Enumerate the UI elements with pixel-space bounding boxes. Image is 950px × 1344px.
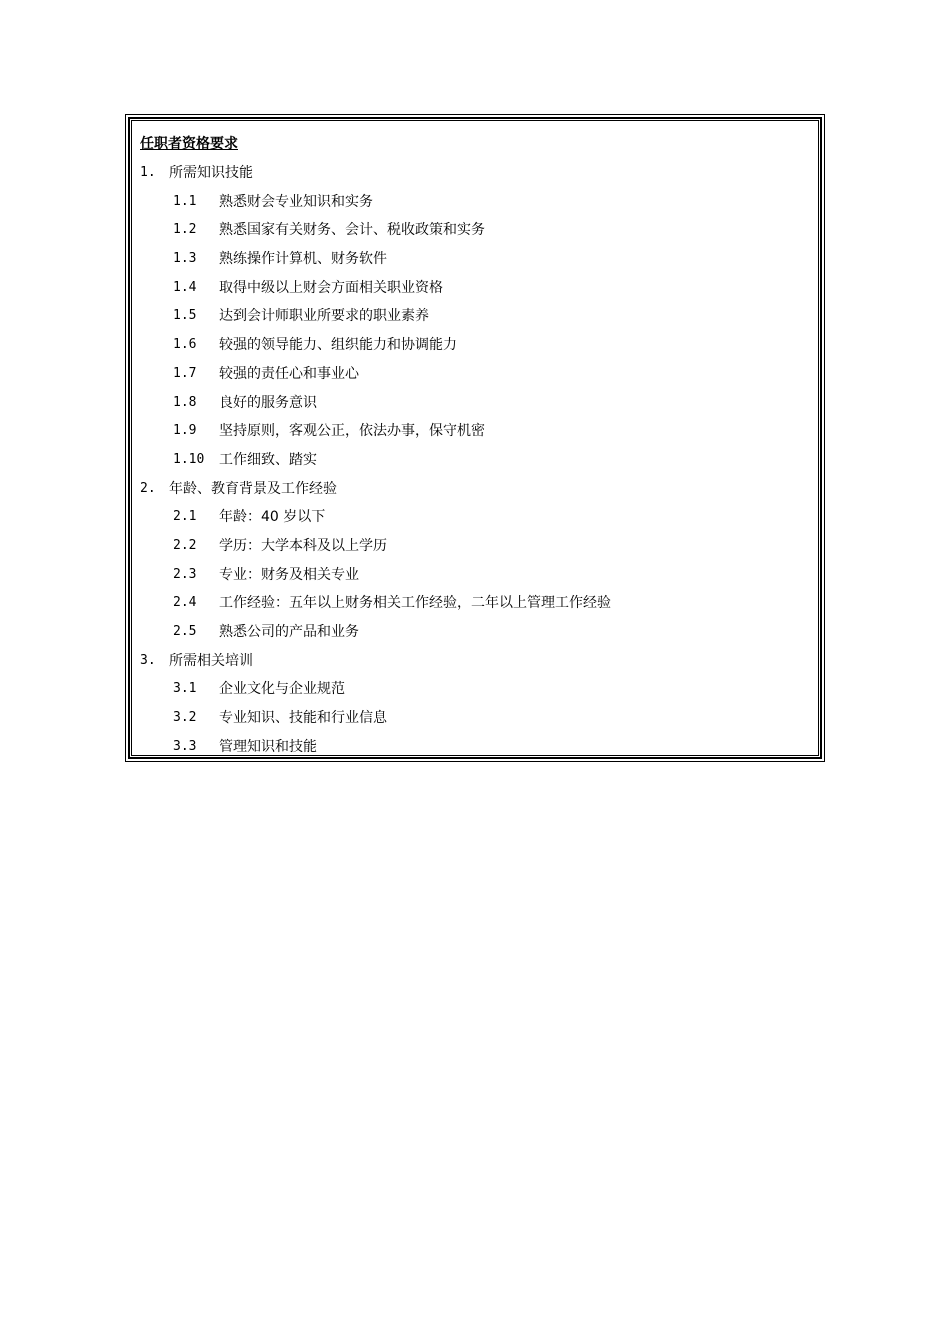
item-text: 良好的服务意识: [219, 394, 317, 411]
item-number: 3.1: [173, 681, 197, 697]
item-number: 1.2: [173, 222, 197, 238]
item-text: 较强的责任心和事业心: [219, 365, 359, 382]
group-heading: [140, 647, 810, 676]
group-number: 1.: [140, 165, 156, 180]
list-item: [140, 675, 810, 704]
list-item: [140, 704, 810, 733]
item-number: 2.5: [173, 624, 197, 639]
group-heading: [140, 475, 810, 504]
item-text: 年龄：40 岁以下: [219, 509, 326, 526]
item-text: 学历：大学本科及以上学历: [219, 537, 387, 554]
list-item: [140, 589, 810, 618]
item-text: 坚持原则，客观公正，依法办事，保守机密: [219, 423, 485, 440]
list-item: [140, 733, 810, 762]
list-item: [140, 331, 810, 360]
list-item: [140, 618, 810, 647]
list-item: [140, 360, 810, 389]
group-number: 3.: [140, 652, 156, 668]
list-item: [140, 302, 810, 331]
item-number: 3.3: [173, 738, 197, 754]
item-text: 较强的领导能力、组织能力和协调能力: [219, 337, 457, 354]
item-text: 专业知识、技能和行业信息: [219, 710, 387, 727]
item-number: 3.2: [173, 710, 197, 726]
item-number: 1.8: [173, 394, 197, 410]
item-number: 2.1: [173, 509, 197, 525]
item-text: 工作细致、踏实: [219, 451, 317, 468]
group-number: 2.: [140, 480, 156, 496]
group-label: 所需相关培训: [169, 652, 253, 669]
item-text: 管理知识和技能: [219, 738, 317, 755]
list-item: [140, 245, 810, 274]
list-item: [140, 503, 810, 532]
list-item: [140, 389, 810, 418]
list-item: [140, 216, 810, 245]
item-number: 1.6: [173, 337, 197, 353]
item-number: 2.2: [173, 537, 197, 553]
item-text: 工作经验：五年以上财务相关工作经验，二年以上管理工作经验: [219, 595, 611, 612]
item-number: 1.1: [173, 193, 197, 209]
item-number: 1.4: [173, 279, 197, 295]
item-number: 1.3: [173, 251, 197, 267]
list-item: [140, 561, 810, 590]
item-text: 熟悉公司的产品和业务: [219, 624, 359, 640]
item-text: 熟悉财会专业知识和实务: [219, 193, 373, 210]
item-text: 熟练操作计算机、财务软件: [219, 251, 387, 268]
item-number: 1.5: [173, 308, 197, 324]
group-label: 所需知识技能: [169, 165, 253, 181]
item-number: 2.4: [173, 595, 197, 611]
item-text: 企业文化与企业规范: [219, 681, 345, 698]
list-item: [140, 446, 810, 475]
item-number: 1.7: [173, 365, 197, 381]
item-number: 1.10: [173, 451, 205, 467]
section-title: 任职者资格要求: [140, 136, 238, 152]
list-item: [140, 532, 810, 561]
item-number: 2.3: [173, 566, 197, 582]
list-item: [140, 188, 810, 217]
list-item: [140, 417, 810, 446]
qualification-box: [125, 114, 825, 762]
item-text: 取得中级以上财会方面相关职业资格: [219, 279, 443, 296]
qualification-content: [140, 131, 810, 761]
item-number: 1.9: [173, 423, 197, 439]
item-text: 熟悉国家有关财务、会计、税收政策和实务: [219, 222, 485, 239]
group-heading: [140, 159, 810, 188]
list-item: [140, 274, 810, 303]
group-label: 年龄、教育背景及工作经验: [169, 480, 337, 497]
item-text: 专业：财务及相关专业: [219, 566, 359, 583]
item-text: 达到会计师职业所要求的职业素养: [219, 308, 429, 325]
